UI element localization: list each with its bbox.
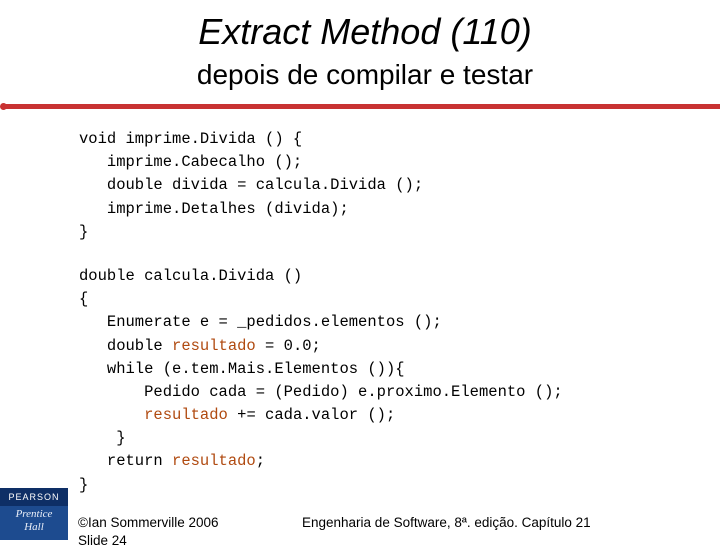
code-line-return	[79, 450, 709, 473]
slide-subtitle: depois de compilar e testar	[196, 59, 534, 90]
code-line: {	[79, 290, 89, 309]
logo-line: Hall	[24, 521, 44, 533]
footer-copyright: ©Ian Sommerville 2006	[78, 515, 219, 530]
code-line: double calcula.Divida ()	[79, 266, 303, 285]
highlighted-variable: resultado	[172, 452, 256, 471]
code-line: Enumerate e = _pedidos.elementos ();	[79, 313, 442, 332]
code-line-resultado-decl	[79, 335, 709, 358]
footer-slide-number: Slide 24	[78, 533, 127, 548]
code-text: = 0.0;	[255, 336, 321, 355]
code-line-resultado-add	[79, 404, 709, 427]
code-text	[79, 406, 144, 424]
footer-book-reference: Engenharia de Software, 8ª. edição. Capítulo 21	[302, 515, 591, 530]
highlighted-variable: resultado	[144, 406, 228, 425]
code-listing	[79, 128, 709, 497]
code-gap	[79, 244, 709, 265]
code-line: }	[79, 222, 89, 241]
slide-title: Extract Method (110)	[198, 11, 532, 52]
publisher-logo	[0, 488, 68, 540]
code-text: return	[79, 452, 173, 471]
code-line: double divida = calcula.Divida ();	[79, 176, 424, 195]
logo-imprint	[0, 508, 68, 540]
code-text: ;	[255, 452, 266, 471]
code-line: imprime.Cabecalho ();	[79, 153, 303, 172]
logo-line: Prentice	[15, 508, 53, 520]
code-line: imprime.Detalhes (divida);	[79, 199, 349, 218]
highlighted-variable: resultado	[172, 336, 256, 355]
divider-endpoint	[0, 103, 7, 110]
code-text: double	[79, 336, 173, 355]
code-line: void imprime.Divida () {	[79, 130, 303, 148]
code-text: += cada.valor ();	[227, 406, 396, 425]
logo-wordmark: PEARSON	[0, 488, 68, 506]
code-line: while (e.tem.Mais.Elementos ()){	[79, 359, 405, 378]
code-line: Pedido cada = (Pedido) e.proximo.Elemento ();	[79, 382, 563, 401]
title-divider	[4, 104, 720, 109]
code-line: }	[79, 429, 126, 448]
code-line: }	[79, 475, 89, 494]
